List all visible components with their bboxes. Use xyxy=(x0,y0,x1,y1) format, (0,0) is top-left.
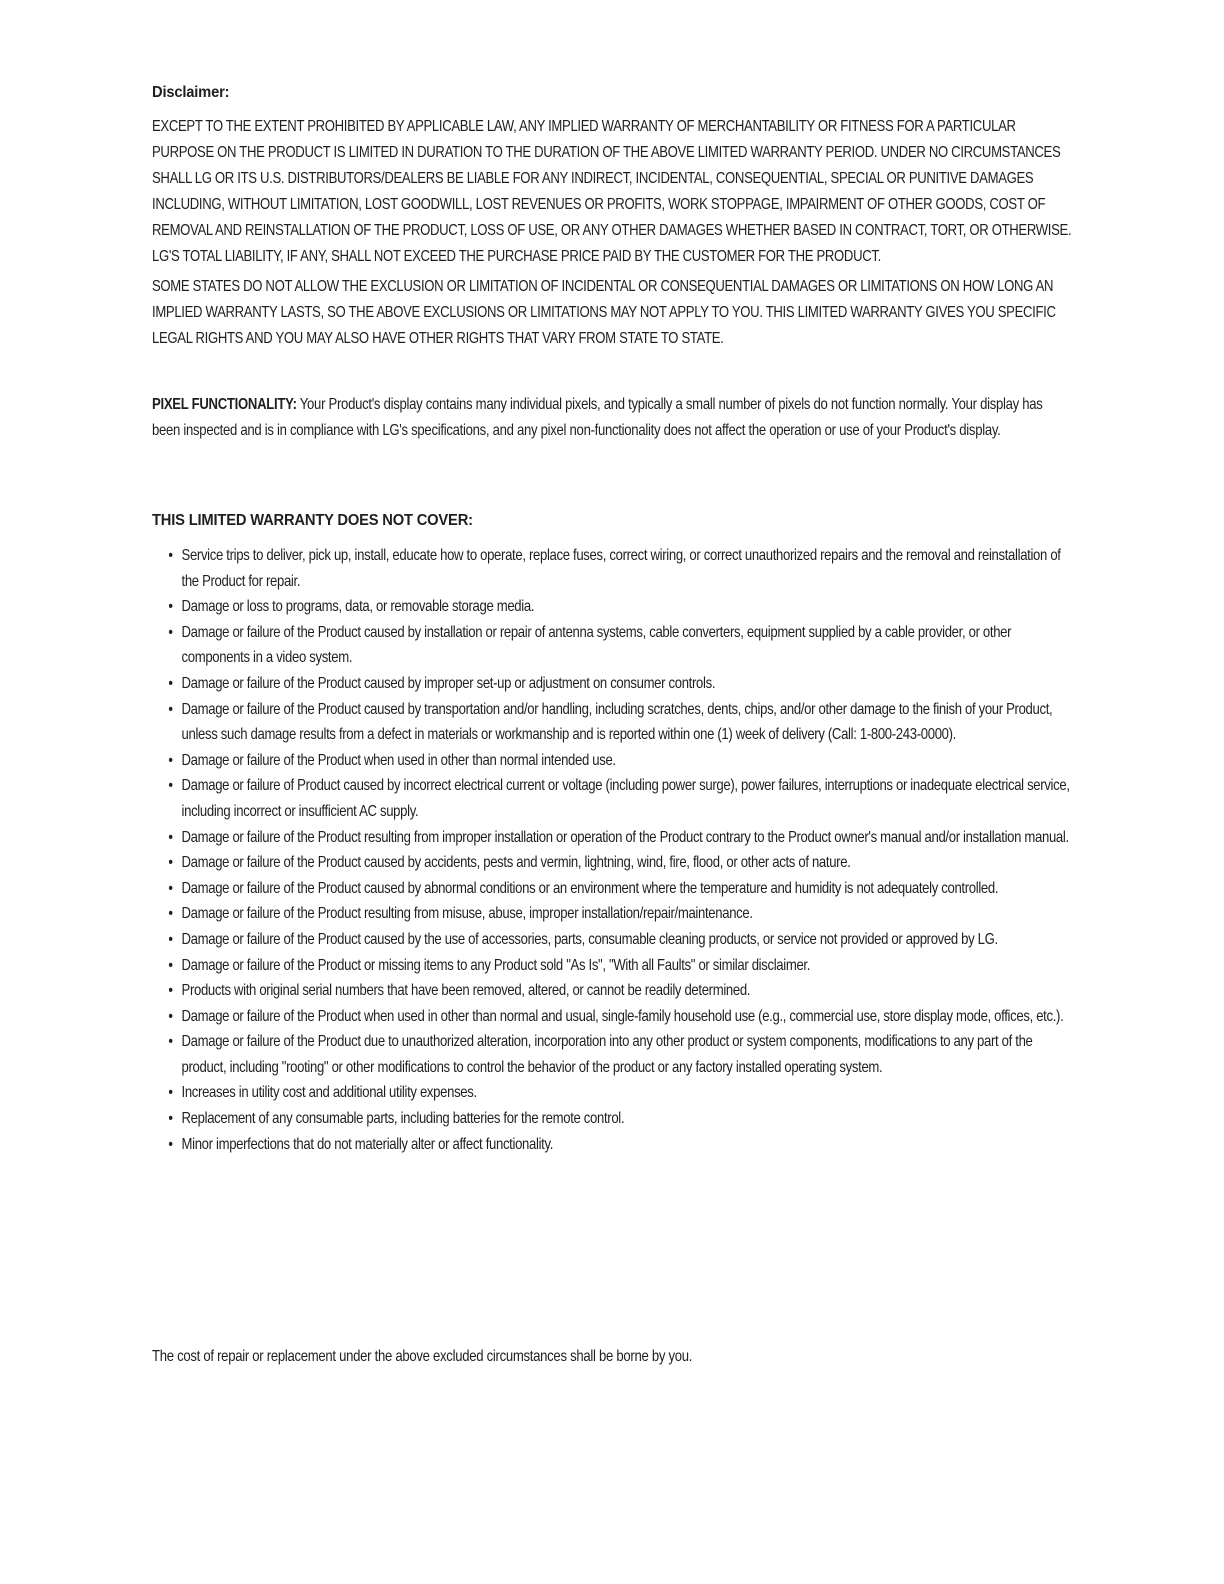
disclaimer-paragraph-1 xyxy=(152,114,1072,270)
list-item xyxy=(152,978,1072,1004)
list-item-text: Damage or failure of the Product caused by the use of accessories, parts, consumable cleaning products, or service not provided or approved by LG. xyxy=(181,930,998,948)
list-item-text: Damage or failure of Product caused by incorrect electrical current or voltage (including power surge), power failures, interruptions or inadequate electrical service, including incorrect or insufficient AC supply. xyxy=(181,777,1070,820)
pixel-functionality-lead: PIXEL FUNCTIONALITY: xyxy=(152,396,297,413)
cost-note-text: The cost of repair or replacement under the above excluded circumstances shall be borne by you. xyxy=(152,1348,693,1365)
bullet-icon: • xyxy=(168,905,173,923)
list-item-text: Damage or failure of the Product caused by accidents, pests and vermin, lightning, wind, fire, flood, or other acts of nature. xyxy=(181,854,851,872)
list-item-text: Damage or failure of the Product caused by abnormal conditions or an environment where the temperature and humidity is not adequately controlled. xyxy=(181,879,999,897)
list-item-text: Damage or failure of the Product due to unauthorized alteration, incorporation into any other product or system components, modifications to any part of the product, including "rooting" or other modifications to control the behavior of the product or any factory installed operating system. xyxy=(181,1033,1033,1076)
list-item xyxy=(152,620,1072,671)
list-item xyxy=(152,697,1072,748)
bullet-icon: • xyxy=(168,777,173,795)
list-item xyxy=(152,1106,1072,1132)
bullet-icon: • xyxy=(168,982,173,1000)
list-item-text: Products with original serial numbers that have been removed, altered, or cannot be readily determined. xyxy=(181,982,751,1000)
list-item xyxy=(152,671,1072,697)
list-item xyxy=(152,1132,1072,1158)
bullet-icon: • xyxy=(168,1135,173,1153)
bullet-icon: • xyxy=(168,547,173,564)
list-item-text: Damage or failure of the Product when used in other than normal intended use. xyxy=(181,751,616,769)
pixel-functionality-section xyxy=(152,392,1072,444)
list-item-text: Damage or failure of the Product when used in other than normal and usual, single-family household use (e.g., commercial use, store display mode, offices, etc.). xyxy=(181,1007,1064,1025)
list-item xyxy=(152,1004,1072,1030)
bullet-icon: • xyxy=(168,674,173,692)
not-cover-list-container xyxy=(152,543,1072,1157)
bullet-icon: • xyxy=(168,1007,173,1025)
bullet-icon: • xyxy=(168,1084,173,1102)
disclaimer-paragraph-2 xyxy=(152,274,1072,352)
list-item-text: Damage or failure of the Product resulting from misuse, abuse, improper installation/repair/maintenance. xyxy=(181,905,753,923)
list-item xyxy=(152,953,1072,979)
list-item xyxy=(152,773,1072,824)
list-item xyxy=(152,825,1072,851)
list-item xyxy=(152,1029,1072,1080)
bullet-icon: • xyxy=(168,956,173,974)
cost-note xyxy=(152,1344,1072,1370)
list-item xyxy=(152,850,1072,876)
bullet-icon: • xyxy=(168,1033,173,1051)
bullet-icon: • xyxy=(168,751,173,769)
list-item xyxy=(152,876,1072,902)
list-item-text: Damage or failure of the Product resulting from improper installation or operation of the Product contrary to the Product owner's manual and/or installation manual. xyxy=(181,828,1069,846)
list-item xyxy=(152,543,1072,594)
not-cover-heading: THIS LIMITED WARRANTY DOES NOT COVER: xyxy=(152,512,473,529)
list-item-text: Damage or loss to programs, data, or removable storage media. xyxy=(181,598,535,616)
list-item-text: Damage or failure of the Product or missing items to any Product sold "As Is", "With all Faults" or similar disclaimer. xyxy=(181,956,811,974)
bullet-icon: • xyxy=(168,623,173,641)
disclaimer-heading: Disclaimer: xyxy=(152,84,230,101)
bullet-icon: • xyxy=(168,879,173,897)
list-item xyxy=(152,748,1072,774)
pixel-functionality-text: Your Product's display contains many individual pixels, and typically a small number of pixels do not function normally. Your display has been inspected and is in compliance with LG's specifications, and any pixel non-functionality does not affect the operation or use of your Product's display. xyxy=(152,396,1043,439)
bullet-icon: • xyxy=(168,700,173,718)
list-item xyxy=(152,594,1072,620)
list-item-text: Minor imperfections that do not materially alter or affect functionality. xyxy=(181,1135,554,1153)
bullet-icon: • xyxy=(168,930,173,948)
list-item xyxy=(152,901,1072,927)
list-item-text: Increases in utility cost and additional utility expenses. xyxy=(181,1084,477,1102)
list-item-text: Damage or failure of the Product caused by transportation and/or handling, including scratches, dents, chips, and/or other damage to the finish of your Product, unless such damage results from a defect in materials or workmanship and is reported within one (1) week of delivery (Call: 1-800-243-0000). xyxy=(181,700,1053,744)
bullet-icon: • xyxy=(168,854,173,872)
bullet-icon: • xyxy=(168,598,173,616)
not-cover-list xyxy=(152,543,1072,1157)
list-item-text: Service trips to deliver, pick up, install, educate how to operate, replace fuses, correct wiring, or correct unauthorized repairs and the removal and reinstallation of the Product for repair. xyxy=(181,547,1061,590)
disclaimer-text-2: SOME STATES DO NOT ALLOW THE EXCLUSION OR LIMITATION OF INCIDENTAL OR CONSEQUENTIAL DAMAGES OR LIMITATIONS ON HOW LONG AN IMPLIED WARRANTY LASTS, SO THE ABOVE EXCLUSIONS OR LIMITATIONS MAY NOT APPLY TO YOU. THIS LIMITED WARRANTY GIVES YOU SPECIFIC LEGAL RIGHTS AND YOU MAY ALSO HAVE OTHER RIGHTS THAT VARY FROM STATE TO STATE. xyxy=(152,278,1056,347)
list-item xyxy=(152,927,1072,953)
list-item-text: Replacement of any consumable parts, including batteries for the remote control. xyxy=(181,1110,625,1128)
bullet-icon: • xyxy=(168,1110,173,1128)
bullet-icon: • xyxy=(168,828,173,846)
list-item-text: Damage or failure of the Product caused by installation or repair of antenna systems, cable converters, equipment supplied by a cable provider, or other components in a video system. xyxy=(181,623,1012,667)
list-item xyxy=(152,1080,1072,1106)
list-item-text: Damage or failure of the Product caused by improper set-up or adjustment on consumer controls. xyxy=(181,674,716,692)
disclaimer-text-1: EXCEPT TO THE EXTENT PROHIBITED BY APPLICABLE LAW, ANY IMPLIED WARRANTY OF MERCHANTABILITY OR FITNESS FOR A PARTICULAR PURPOSE ON THE PRODUCT IS LIMITED IN DURATION TO THE DURATION OF THE ABOVE LIMITED WARRANTY PERIOD. UNDER NO CIRCUMSTANCES SHALL LG OR ITS U.S. DISTRIBUTORS/DEALERS BE LIABLE FOR ANY INDIRECT, INCIDENTAL, CONSEQUENTIAL, SPECIAL OR PUNITIVE DAMAGES INCLUDING, WITHOUT LIMITATION, LOST GOODWILL, LOST REVENUES OR PROFITS, WORK STOPPAGE, IMPAIRMENT OF OTHER GOODS, COST OF REMOVAL AND REINSTALLATION OF THE PRODUCT, LOSS OF USE, OR ANY OTHER DAMAGES WHETHER BASED IN CONTRACT, TORT, OR OTHERWISE. LG'S TOTAL LIABILITY, IF ANY, SHALL NOT EXCEED THE PURCHASE PRICE PAID BY THE CUSTOMER FOR THE PRODUCT. xyxy=(152,118,1072,265)
pixel-functionality-paragraph xyxy=(152,392,1072,444)
